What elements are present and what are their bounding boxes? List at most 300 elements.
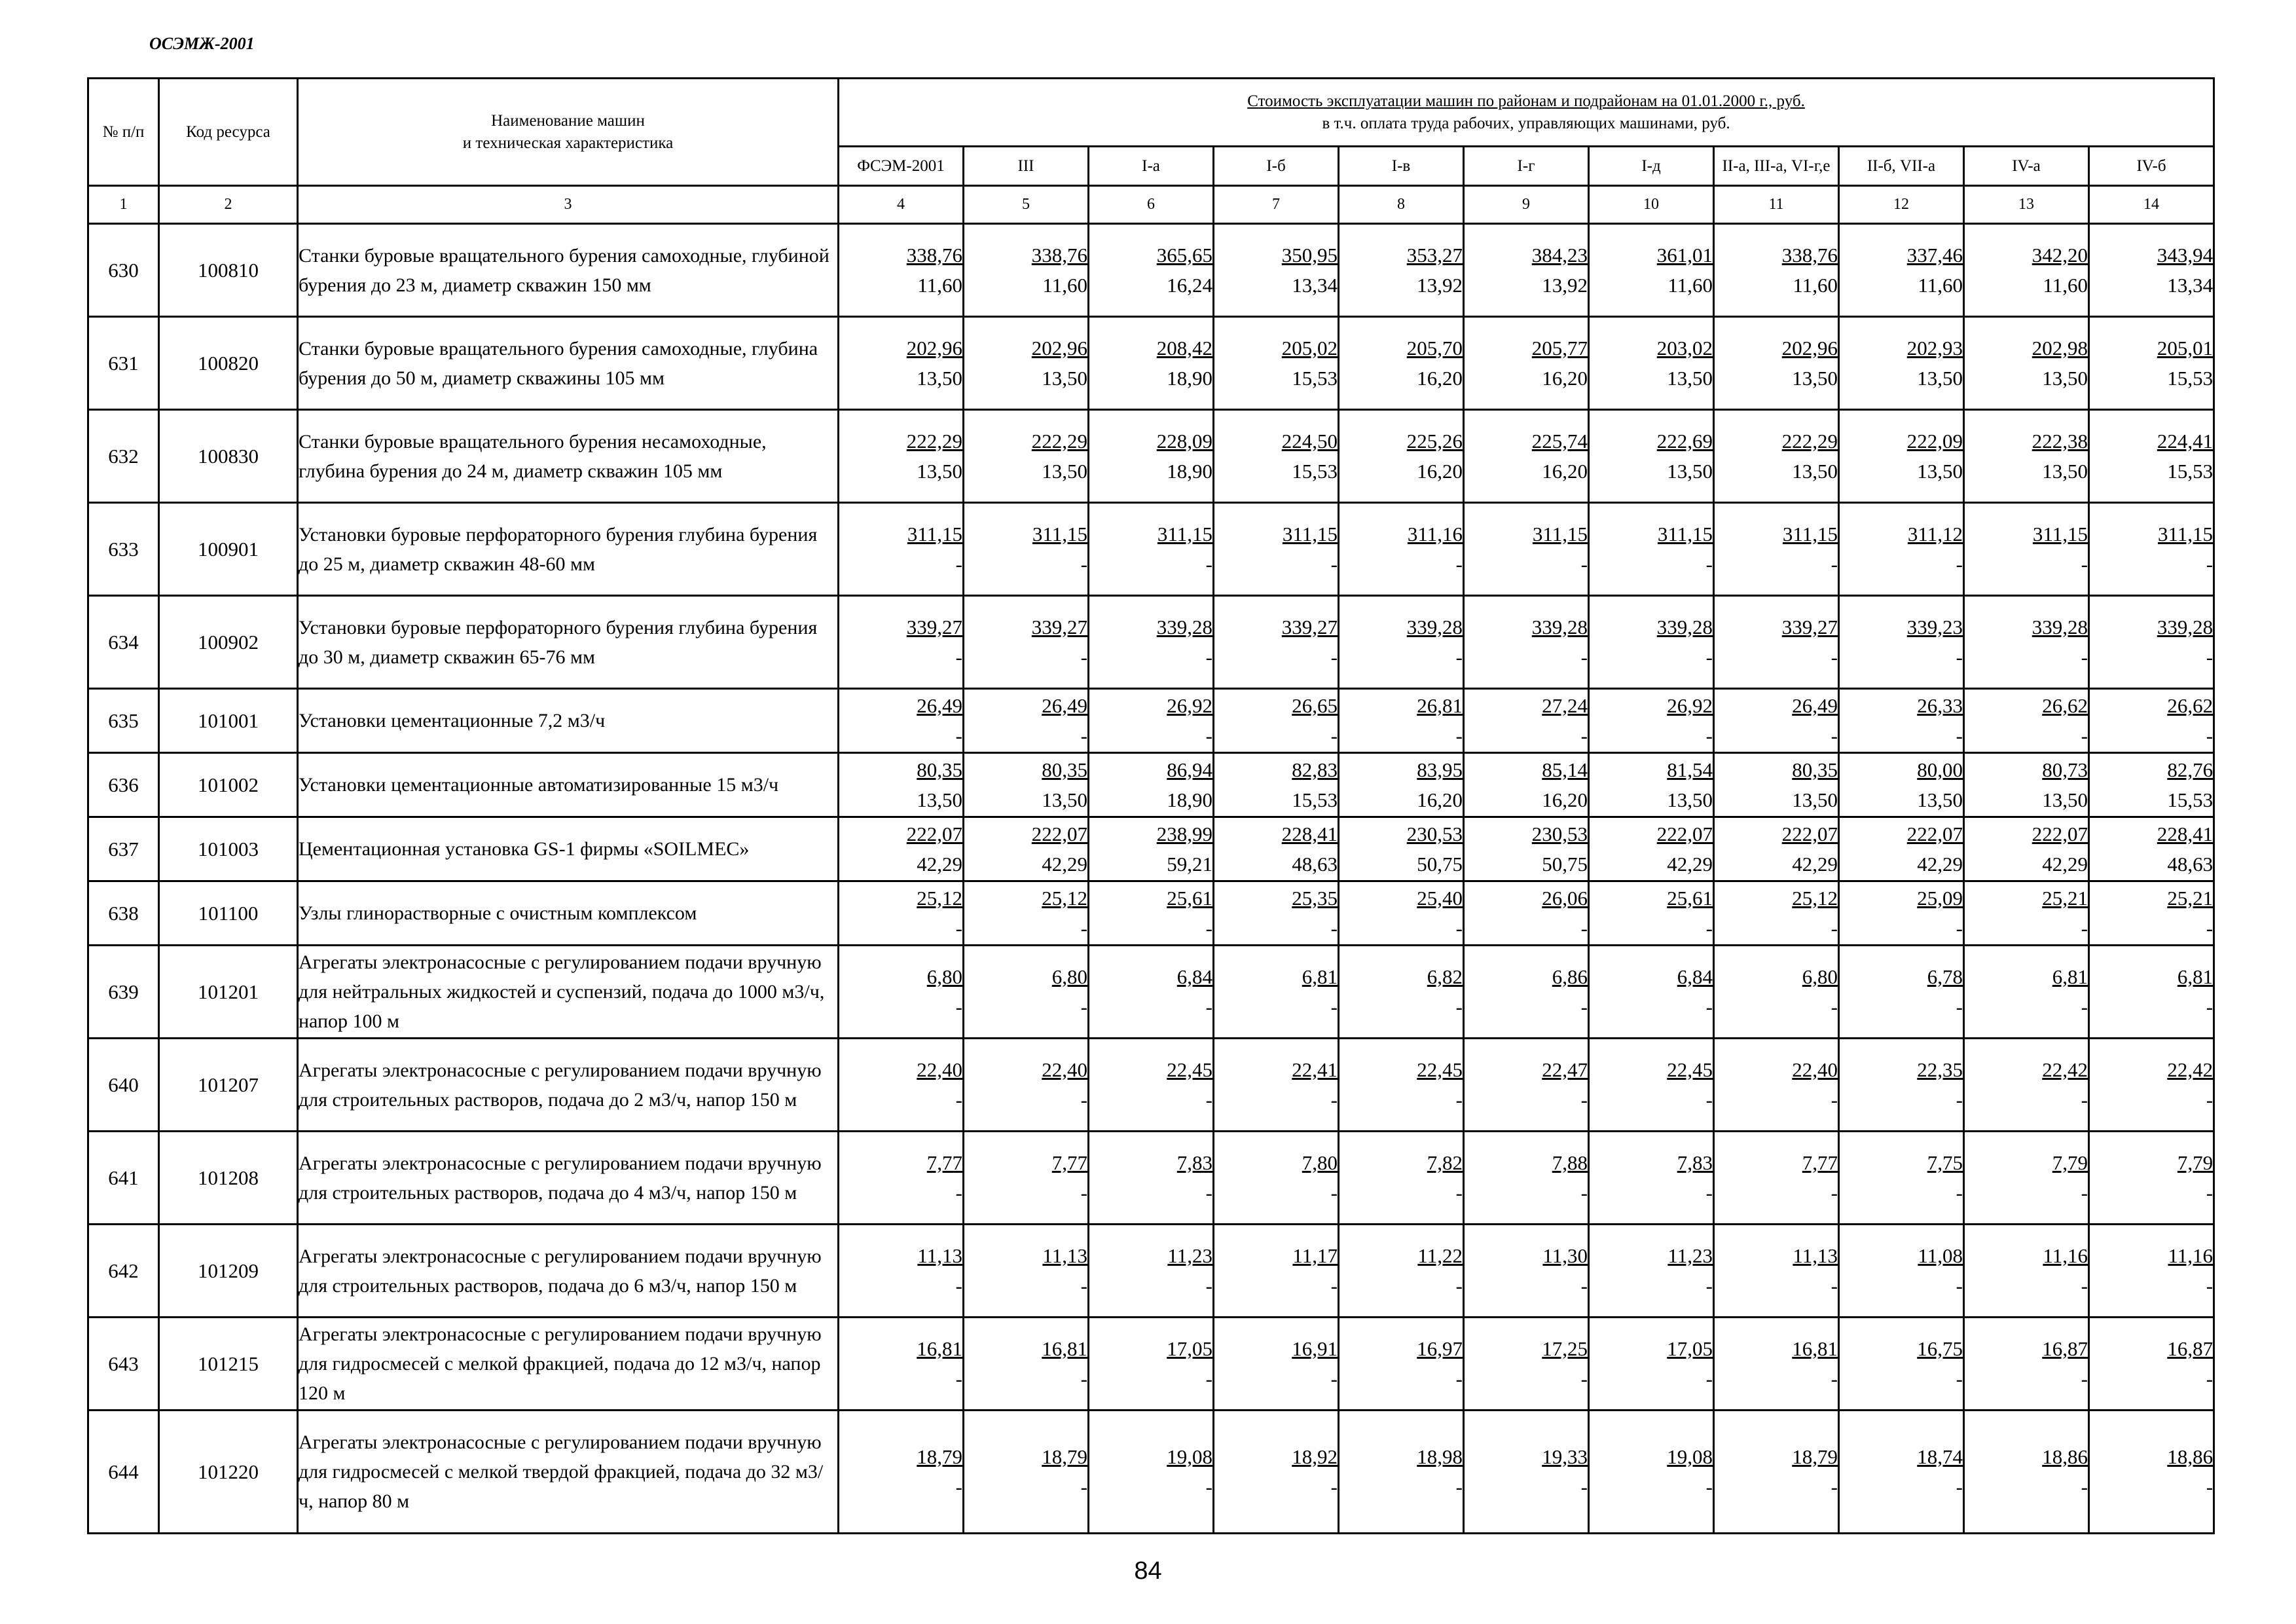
cost-cell	[839, 317, 964, 410]
cost-cell	[1089, 317, 1214, 410]
cost-cell	[1464, 1225, 1589, 1318]
row-index: 631	[88, 317, 159, 410]
table-row	[88, 946, 2214, 1039]
cost-cell	[1839, 1132, 1964, 1225]
labor-wage-value: 13,50	[1792, 788, 1838, 811]
operating-cost-value: 22,35	[1917, 1058, 1963, 1081]
operating-cost-value: 16,97	[1417, 1337, 1463, 1360]
labor-wage-value: -	[2081, 995, 2088, 1018]
cost-cell	[1464, 881, 1589, 946]
operating-cost-value: 22,41	[1292, 1058, 1338, 1081]
cost-cell	[1964, 946, 2089, 1039]
operating-cost-value: 7,77	[1802, 1151, 1838, 1174]
labor-wage-value: 13,50	[917, 366, 962, 390]
operating-cost-value: 16,87	[2042, 1337, 2088, 1360]
operating-cost-value: 311,15	[1032, 522, 1087, 545]
operating-cost-value: 26,92	[1167, 693, 1212, 717]
cost-cell	[1214, 946, 1339, 1039]
operating-cost-value: 80,35	[1792, 758, 1838, 781]
resource-code: 101220	[159, 1411, 298, 1534]
labor-wage-value: -	[1580, 1274, 1588, 1297]
cost-cell	[964, 224, 1089, 317]
operating-cost-value: 339,28	[2157, 615, 2214, 638]
cost-cell	[1839, 1039, 1964, 1132]
cost-cell	[1214, 503, 1339, 596]
machine-description: Агрегаты электронасосные с регулированием подачи вручную для строительных растворов, подача до 6 м3/ч, напор 150 м	[298, 1225, 839, 1318]
labor-wage-value: -	[1330, 552, 1338, 576]
operating-cost-value: 6,80	[1802, 965, 1838, 988]
labor-wage-value: 16,20	[1417, 459, 1463, 483]
labor-wage-value: -	[1205, 1274, 1212, 1297]
cost-cell	[1464, 1132, 1589, 1225]
labor-wage-value: -	[1205, 552, 1212, 576]
cost-cell	[1089, 946, 1214, 1039]
labor-wage-value: 15,53	[2167, 788, 2214, 811]
table-row	[88, 881, 2214, 946]
cost-cell	[1464, 1411, 1589, 1534]
cost-cell	[2089, 1132, 2214, 1225]
cost-cell	[1214, 881, 1339, 946]
operating-cost-value: 16,81	[1042, 1337, 1087, 1360]
operating-cost-value: 7,88	[1552, 1151, 1588, 1174]
labor-wage-value: -	[1831, 552, 1838, 576]
cost-cell	[1089, 410, 1214, 503]
header-column-number: 6	[1089, 186, 1214, 224]
operating-cost-value: 202,96	[906, 336, 962, 360]
header-cost-group	[839, 79, 2214, 147]
labor-wage-value: -	[1330, 916, 1338, 940]
labor-wage-value: -	[1080, 552, 1087, 576]
operating-cost-value: 17,25	[1542, 1337, 1588, 1360]
operating-cost-value: 11,22	[1417, 1244, 1463, 1267]
labor-wage-value: -	[1455, 1475, 1463, 1498]
labor-wage-value: -	[1330, 1367, 1338, 1390]
labor-wage-value: -	[1080, 1181, 1087, 1204]
operating-cost-value: 26,33	[1917, 693, 1963, 717]
cost-cell	[839, 753, 964, 817]
operating-cost-value: 222,07	[906, 822, 962, 845]
operating-cost-value: 25,09	[1917, 886, 1963, 910]
cost-cell	[1714, 503, 1839, 596]
cost-cell	[1714, 946, 1839, 1039]
labor-wage-value: -	[1956, 1088, 1963, 1111]
cost-cell	[1839, 1318, 1964, 1411]
cost-cell	[1714, 317, 1839, 410]
cost-cell	[1464, 1318, 1589, 1411]
operating-cost-value: 7,75	[1927, 1151, 1963, 1174]
operating-cost-value: 339,28	[1406, 615, 1463, 638]
cost-cell	[1464, 817, 1589, 881]
cost-cell	[1214, 1039, 1339, 1132]
cost-cell	[839, 410, 964, 503]
labor-wage-value: -	[1580, 1181, 1588, 1204]
labor-wage-value: 13,50	[917, 788, 962, 811]
operating-cost-value: 6,81	[2177, 965, 2214, 988]
cost-cell	[1214, 1411, 1339, 1534]
cost-cell	[1339, 689, 1464, 753]
operating-cost-value: 19,08	[1167, 1445, 1212, 1468]
operating-cost-value: 384,23	[1531, 243, 1588, 267]
operating-cost-value: 11,17	[1292, 1244, 1338, 1267]
operating-cost-value: 311,12	[1907, 522, 1963, 545]
cost-cell	[964, 689, 1089, 753]
labor-wage-value: 13,50	[2042, 788, 2088, 811]
operating-cost-value: 25,12	[1042, 886, 1087, 910]
cost-cell	[1464, 946, 1589, 1039]
operating-cost-value: 238,99	[1156, 822, 1212, 845]
operating-cost-value: 222,07	[1781, 822, 1838, 845]
cost-cell	[1464, 503, 1589, 596]
labor-wage-value: -	[1330, 1274, 1338, 1297]
cost-cell	[1839, 753, 1964, 817]
operating-cost-value: 26,81	[1417, 693, 1463, 717]
row-index: 630	[88, 224, 159, 317]
machine-description: Агрегаты электронасосные с регулированием подачи вручную для нейтральных жидкостей и суспензий, подача до 1000 м3/ч, напор 100 м	[298, 946, 839, 1039]
operating-cost-value: 11,30	[1542, 1244, 1588, 1267]
operating-cost-value: 7,77	[1051, 1151, 1087, 1174]
cost-cell	[2089, 817, 2214, 881]
labor-wage-value: -	[955, 645, 962, 669]
labor-wage-value: -	[1455, 1367, 1463, 1390]
resource-code: 100830	[159, 410, 298, 503]
labor-wage-value: -	[1705, 1367, 1713, 1390]
cost-cell	[1589, 503, 1714, 596]
operating-cost-value: 222,09	[1906, 429, 1963, 452]
operating-cost-value: 228,09	[1156, 429, 1212, 452]
labor-wage-value: -	[1831, 1181, 1838, 1204]
operating-cost-value: 18,98	[1417, 1445, 1463, 1468]
row-index: 638	[88, 881, 159, 946]
operating-cost-value: 228,41	[1281, 822, 1338, 845]
operating-cost-value: 225,26	[1406, 429, 1463, 452]
labor-wage-value: -	[1330, 1475, 1338, 1498]
operating-cost-value: 25,12	[1792, 886, 1838, 910]
labor-wage-value: -	[1580, 645, 1588, 669]
cost-cell	[1839, 689, 1964, 753]
labor-wage-value: -	[1705, 645, 1713, 669]
labor-wage-value: -	[2081, 1475, 2088, 1498]
labor-wage-value: -	[1580, 916, 1588, 940]
operating-cost-value: 205,01	[2157, 336, 2214, 360]
labor-wage-value: -	[1330, 1088, 1338, 1111]
header-region-cell: IV-б	[2089, 147, 2214, 186]
labor-wage-value: 50,75	[1417, 852, 1463, 876]
labor-wage-value: -	[1455, 1274, 1463, 1297]
operating-cost-value: 342,20	[2032, 243, 2088, 267]
operating-cost-value: 202,98	[2032, 336, 2088, 360]
operating-cost-value: 7,79	[2177, 1151, 2214, 1174]
labor-wage-value: -	[1330, 1181, 1338, 1204]
table-row	[88, 1039, 2214, 1132]
operating-cost-value: 353,27	[1406, 243, 1463, 267]
cost-cell	[1589, 1132, 1714, 1225]
labor-wage-value: -	[1956, 724, 1963, 747]
cost-cell	[1589, 689, 1714, 753]
cost-cell	[839, 817, 964, 881]
document-code: ОСЭМЖ-2001	[149, 34, 255, 53]
operating-cost-value: 338,76	[1031, 243, 1087, 267]
labor-wage-value: -	[955, 552, 962, 576]
labor-wage-value: 13,50	[1792, 366, 1838, 390]
labor-wage-value: -	[2081, 552, 2088, 576]
labor-wage-value: 15,53	[1292, 366, 1338, 390]
operating-cost-value: 18,86	[2042, 1445, 2088, 1468]
cost-cell	[2089, 317, 2214, 410]
operating-cost-value: 222,07	[1906, 822, 1963, 845]
labor-wage-value: -	[1205, 1181, 1212, 1204]
header-cost-group-line2: в т.ч. оплата труда рабочих, управляющих машинами, руб.	[1322, 114, 1730, 132]
labor-wage-value: 15,53	[1292, 788, 1338, 811]
operating-cost-value: 6,81	[2052, 965, 2088, 988]
labor-wage-value: -	[1705, 916, 1713, 940]
labor-wage-value: -	[955, 1181, 962, 1204]
labor-wage-value: -	[1831, 1367, 1838, 1390]
cost-cell	[1714, 1318, 1839, 1411]
table-body	[88, 224, 2214, 1534]
cost-cell	[1964, 317, 2089, 410]
operating-cost-value: 22,40	[1792, 1058, 1838, 1081]
row-index: 636	[88, 753, 159, 817]
cost-cell	[1464, 689, 1589, 753]
machine-cost-table	[87, 77, 2215, 1534]
row-index: 634	[88, 596, 159, 689]
cost-cell	[1714, 224, 1839, 317]
cost-cell	[1589, 224, 1714, 317]
cost-cell	[1089, 1411, 1214, 1534]
labor-wage-value: -	[1080, 995, 1087, 1018]
operating-cost-value: 311,16	[1407, 522, 1463, 545]
operating-cost-value: 208,42	[1156, 336, 1212, 360]
labor-wage-value: 13,34	[2167, 273, 2214, 297]
cost-cell	[1714, 753, 1839, 817]
operating-cost-value: 25,61	[1667, 886, 1713, 910]
table-row	[88, 1411, 2214, 1534]
cost-cell	[1839, 1225, 1964, 1318]
cost-cell	[1089, 881, 1214, 946]
operating-cost-value: 7,82	[1427, 1151, 1463, 1174]
cost-cell	[964, 1225, 1089, 1318]
labor-wage-value: -	[1831, 995, 1838, 1018]
labor-wage-value: 11,60	[1793, 273, 1838, 297]
table-row	[88, 596, 2214, 689]
cost-cell	[1589, 946, 1714, 1039]
operating-cost-value: 222,38	[2032, 429, 2088, 452]
cost-cell	[964, 881, 1089, 946]
operating-cost-value: 80,00	[1917, 758, 1963, 781]
labor-wage-value: -	[2081, 1181, 2088, 1204]
header-region-cell: II-б, VII-а	[1839, 147, 1964, 186]
operating-cost-value: 80,35	[1042, 758, 1087, 781]
labor-wage-value: -	[1831, 1274, 1838, 1297]
header-region-cell: II-а, III-а, VI-г,е	[1714, 147, 1839, 186]
header-column-number: 3	[298, 186, 839, 224]
operating-cost-value: 18,79	[1042, 1445, 1087, 1468]
labor-wage-value: -	[1455, 1088, 1463, 1111]
operating-cost-value: 6,80	[926, 965, 962, 988]
cost-cell	[1339, 1039, 1464, 1132]
machine-description: Агрегаты электронасосные с регулированием подачи вручную для строительных растворов, подача до 4 м3/ч, напор 150 м	[298, 1132, 839, 1225]
labor-wage-value: -	[955, 995, 962, 1018]
labor-wage-value: -	[1580, 1367, 1588, 1390]
labor-wage-value: -	[1205, 645, 1212, 669]
labor-wage-value: -	[1956, 995, 1963, 1018]
operating-cost-value: 83,95	[1417, 758, 1463, 781]
cost-cell	[1339, 410, 1464, 503]
labor-wage-value: -	[955, 1367, 962, 1390]
cost-cell	[1964, 1039, 2089, 1132]
labor-wage-value: 13,50	[1917, 459, 1963, 483]
table-row	[88, 224, 2214, 317]
operating-cost-value: 22,47	[1542, 1058, 1588, 1081]
cost-cell	[1839, 224, 1964, 317]
labor-wage-value: 15,53	[2167, 366, 2214, 390]
cost-cell	[1339, 881, 1464, 946]
cost-cell	[1714, 1039, 1839, 1132]
labor-wage-value: 13,50	[1667, 366, 1713, 390]
labor-wage-value: -	[2206, 724, 2214, 747]
cost-cell	[1464, 596, 1589, 689]
cost-cell	[1589, 317, 1714, 410]
operating-cost-value: 26,62	[2167, 693, 2214, 717]
row-index: 632	[88, 410, 159, 503]
cost-cell	[1464, 410, 1589, 503]
operating-cost-value: 339,28	[2032, 615, 2088, 638]
cost-cell	[1339, 1225, 1464, 1318]
operating-cost-value: 202,96	[1031, 336, 1087, 360]
operating-cost-value: 337,46	[1906, 243, 1963, 267]
operating-cost-value: 25,21	[2042, 886, 2088, 910]
operating-cost-value: 86,94	[1167, 758, 1212, 781]
cost-cell	[1964, 596, 2089, 689]
operating-cost-value: 25,40	[1417, 886, 1463, 910]
cost-cell	[964, 753, 1089, 817]
cost-cell	[1464, 224, 1589, 317]
cost-cell	[1839, 1411, 1964, 1534]
cost-cell	[1214, 410, 1339, 503]
labor-wage-value: 13,92	[1542, 273, 1588, 297]
labor-wage-value: -	[2081, 645, 2088, 669]
cost-cell	[964, 596, 1089, 689]
labor-wage-value: -	[1080, 1367, 1087, 1390]
cost-cell	[1339, 1318, 1464, 1411]
labor-wage-value: -	[2081, 916, 2088, 940]
labor-wage-value: -	[1330, 995, 1338, 1018]
cost-cell	[964, 1039, 1089, 1132]
labor-wage-value: -	[2206, 1181, 2214, 1204]
resource-code: 100820	[159, 317, 298, 410]
operating-cost-value: 6,80	[1051, 965, 1087, 988]
row-index: 644	[88, 1411, 159, 1534]
operating-cost-value: 339,23	[1906, 615, 1963, 638]
cost-cell	[1589, 410, 1714, 503]
operating-cost-value: 19,33	[1542, 1445, 1588, 1468]
cost-cell	[1339, 1411, 1464, 1534]
operating-cost-value: 6,84	[1677, 965, 1713, 988]
header-cost-group-line1: Стоимость эксплуатации машин по районам и подрайонам на 01.01.2000 г., руб.	[1247, 92, 1805, 110]
cost-cell	[1339, 317, 1464, 410]
labor-wage-value: 50,75	[1542, 852, 1588, 876]
labor-wage-value: -	[1705, 1475, 1713, 1498]
cost-cell	[1714, 1225, 1839, 1318]
operating-cost-value: 230,53	[1531, 822, 1588, 845]
labor-wage-value: -	[1956, 552, 1963, 576]
operating-cost-value: 22,45	[1167, 1058, 1212, 1081]
labor-wage-value: -	[1580, 1088, 1588, 1111]
labor-wage-value: 11,60	[1042, 273, 1087, 297]
operating-cost-value: 222,69	[1656, 429, 1713, 452]
operating-cost-value: 7,80	[1302, 1151, 1338, 1174]
cost-cell	[1464, 317, 1589, 410]
cost-cell	[1089, 596, 1214, 689]
labor-wage-value: -	[1455, 645, 1463, 669]
labor-wage-value: -	[1831, 645, 1838, 669]
operating-cost-value: 339,28	[1156, 615, 1212, 638]
cost-cell	[1714, 596, 1839, 689]
machine-description: Установки буровые перфораторного бурения глубина бурения до 25 м, диаметр скважин 48-60 мм	[298, 503, 839, 596]
labor-wage-value: 13,50	[1042, 459, 1087, 483]
operating-cost-value: 202,93	[1906, 336, 1963, 360]
labor-wage-value: -	[1580, 552, 1588, 576]
operating-cost-value: 350,95	[1281, 243, 1338, 267]
machine-description: Установки буровые перфораторного бурения глубина бурения до 30 м, диаметр скважин 65-76 мм	[298, 596, 839, 689]
operating-cost-value: 16,81	[917, 1337, 962, 1360]
cost-cell	[1214, 689, 1339, 753]
table-row	[88, 817, 2214, 881]
cost-cell	[1089, 1132, 1214, 1225]
operating-cost-value: 224,50	[1281, 429, 1338, 452]
labor-wage-value: -	[1580, 1475, 1588, 1498]
header-region-cell: I-в	[1339, 147, 1464, 186]
cost-cell	[1964, 1318, 2089, 1411]
labor-wage-value: -	[1080, 1475, 1087, 1498]
labor-wage-value: -	[955, 724, 962, 747]
labor-wage-value: -	[1705, 1274, 1713, 1297]
operating-cost-value: 311,15	[1532, 522, 1588, 545]
operating-cost-value: 222,07	[1031, 822, 1087, 845]
row-index: 641	[88, 1132, 159, 1225]
resource-code: 101209	[159, 1225, 298, 1318]
operating-cost-value: 311,15	[2157, 522, 2214, 545]
operating-cost-value: 311,15	[1782, 522, 1838, 545]
cost-cell	[1964, 410, 2089, 503]
row-index: 639	[88, 946, 159, 1039]
operating-cost-value: 339,27	[1781, 615, 1838, 638]
cost-cell	[1839, 596, 1964, 689]
operating-cost-value: 205,77	[1531, 336, 1588, 360]
cost-cell	[964, 317, 1089, 410]
cost-cell	[839, 689, 964, 753]
labor-wage-value: -	[2081, 1274, 2088, 1297]
operating-cost-value: 343,94	[2157, 243, 2214, 267]
labor-wage-value: -	[1831, 724, 1838, 747]
header-region-cell: I-г	[1464, 147, 1589, 186]
labor-wage-value: -	[1205, 1088, 1212, 1111]
operating-cost-value: 11,23	[1167, 1244, 1212, 1267]
labor-wage-value: 16,20	[1542, 459, 1588, 483]
resource-code: 101207	[159, 1039, 298, 1132]
operating-cost-value: 311,15	[2032, 522, 2088, 545]
operating-cost-value: 7,77	[926, 1151, 962, 1174]
operating-cost-value: 222,29	[1031, 429, 1087, 452]
labor-wage-value: -	[1956, 916, 1963, 940]
operating-cost-value: 339,28	[1531, 615, 1588, 638]
operating-cost-value: 26,62	[2042, 693, 2088, 717]
table-row	[88, 689, 2214, 753]
machine-description: Агрегаты электронасосные с регулированием подачи вручную для гидросмесей с мелкой фракцией, подача до 12 м3/ч, напор 120 м	[298, 1318, 839, 1411]
operating-cost-value: 82,83	[1292, 758, 1338, 781]
labor-wage-value: -	[1455, 995, 1463, 1018]
operating-cost-value: 17,05	[1667, 1337, 1713, 1360]
